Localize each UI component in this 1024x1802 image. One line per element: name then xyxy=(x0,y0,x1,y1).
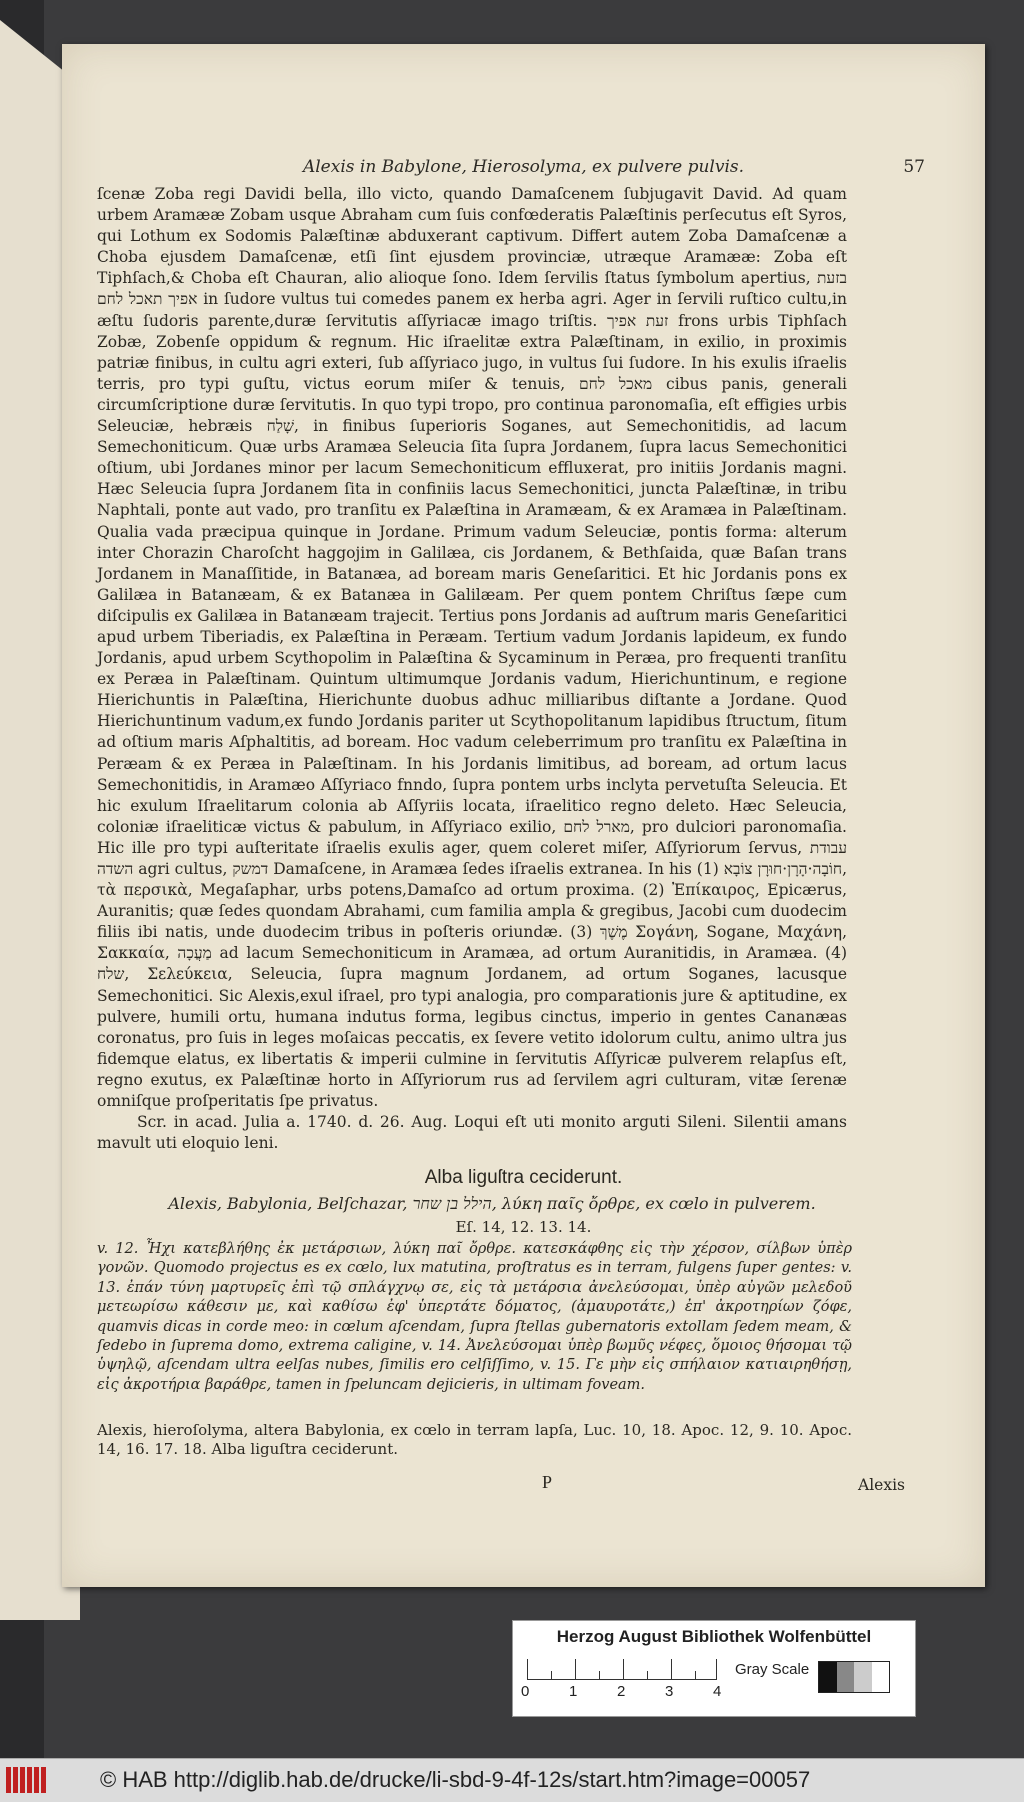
gray-swatch xyxy=(837,1662,855,1692)
gray-scale-label: Gray Scale xyxy=(735,1661,810,1678)
card-title: Herzog August Bibliothek Wolfenbüttel xyxy=(556,1627,872,1646)
ruler-label: 0 xyxy=(521,1683,530,1700)
signature-mark: P xyxy=(542,1472,553,1492)
page-number: 57 xyxy=(903,157,925,177)
ruler-label: 1 xyxy=(569,1683,578,1700)
ruler-label: 2 xyxy=(617,1683,626,1700)
closing-paragraph: Alexis, hieroſolyma, altera Babylonia, ex cœlo in terram lapſa, Luc. 10, 18. Apoc. 12, 9. 10. Apoc. 14, 16. 17. 18. Alba liguſtra ceciderunt. xyxy=(97,1421,852,1459)
scripture-citation: Eſ. 14, 12. 13. 14. xyxy=(455,1218,592,1236)
scale-ruler xyxy=(527,1659,717,1680)
catchword: Alexis xyxy=(858,1476,905,1494)
footer-bar xyxy=(0,1758,1024,1802)
verse-quotations: v. 12. Ἦχι κατεβλήθης ἐκ μετάρσιων, λύκη παῖ ὄρθρε. κατεσκάφθης εἰς τὴν χέρσον, σίλβων ὑπὲρ γονῶν. Quomodo projectus es ex cœlo, lux matutina, proſtratus es in terram, fulgens ſuper gentes: v. 13. ἐπάν τύνη μαρτυρεῖς ἐπὶ τῷ σπλάγχνῳ σε, εἰς τὰ μετάρσια ἀνελεύσομαι, ὑπὲρ αὐγῶν μελεδοῦ μετεωρίσω κάθεσιν με, καὶ καθίσω ἐφ' ὑπερτάτε δόματος, (ἀμαυροτάτε,) ἐπ' ἀκροτηρίων ζόφε, quamvis dicas in corde meo: in cœlum aſcendam, ſupra ſtellas gubernatoris extollam ſedem meam, & ſedebo in ſuprema domo, extrema caligine, v. 14. Ἀνελεύσομαι ὑπὲρ βωμῦς νέφες, ὅμοιος θήσομαι τῷ ὑψηλῷ, aſcendam ultra eelſas nubes, ſimilis ero celſiſſimo, v. 15. Γε μὴν εἰς σπήλαιον κατιαιρηθήσῃ, εἰς ἀκροτήρια βαράθρε, tamen in ſpeluncam dejicieris, in ultimam foveam. xyxy=(97,1241,852,1393)
hab-logo-icon xyxy=(6,1767,46,1793)
section-title: Alba liguſtra ceciderunt. xyxy=(424,1167,623,1188)
section-subtitle: Alexis, Babylonia, Belſchazar, הילל בן שחר, λύκη παῖς ὄρθρε, ex cœlo in pulverem. xyxy=(168,1194,816,1213)
main-text xyxy=(97,184,847,1154)
running-head: Alexis in Babylone, Hierosolyma, ex pulvere pulvis. xyxy=(302,157,745,177)
gray-swatch xyxy=(872,1662,890,1692)
ruler-label: 4 xyxy=(713,1683,722,1700)
ruler-label: 3 xyxy=(665,1683,674,1700)
gray-swatch xyxy=(819,1662,837,1692)
paragraph-subscription: Scr. in acad. Julia a. 1740. d. 26. Aug. Loqui eſt uti monito arguti Sileni. Silentii amans mavult uti eloquio leni. xyxy=(97,1113,847,1153)
color-calibration-card xyxy=(512,1620,916,1717)
book-page xyxy=(62,44,985,1587)
footer-copyright-link[interactable]: © HAB http://diglib.hab.de/drucke/li-sbd-9-4f-12s/start.htm?image=00057 xyxy=(100,1767,811,1792)
gray-scale-bar xyxy=(818,1661,890,1693)
gray-swatch xyxy=(854,1662,872,1692)
paragraph-main: ſcenæ Zoba regi Davidi bella, illo victo, quando Damaſcenem ſubjugavit David. Ad quam urbem Aramææ Zobam usque Abraham cum ſuis confœderatis Palæſtinis perſecutus eſt Syros, qui Lothum ex Sodomis Palæſtinæ abduxerant captivum. Differt autem Zoba Damaſcenæ a Choba ejusdem Damaſcenæ, etſi ſint ejusdem provinciæ, utræque Aramææ: Zoba eſt Tiphſach,& Choba eſt Chauran, alio alioque ſono. Idem ſervilis ſtatus ſymbolum apertius, בזעת אפיך תאכל לחם in ſudore vultus tui comedes panem ex herba agri. Ager in ſervili ruſtico cultu,in æſtu ſudoris parente,duræ ſervitutis aſſyriacæ imago triſtis. זעת אפיך frons urbis Tiphſach Zobæ, Zobenſe oppidum & regnum. Hic iſraelitæ extra Palæſtinam, in exilio, in proximis patriæ finibus, in cultu agri exteri, ſub aſſyriaco jugo, in vultus ſui ſudore. In his exulis iſraelis terris, pro typi guſtu, victus eorum miſer & tenuis, מאכל לחם cibus panis, generali circumſcriptione duræ ſervitutis. In quo typi tropo, pro continua paronomaſia, eſt effigies urbis Seleuciæ, hebræis שָׁלַח, in finibus ſuperioris Soganes, aut Semechonitidis, ad lacum Semechoniticum. Quæ urbs Aramæa Seleucia ſita ſupra Jordanem, ſupra lacus Semechonitici oſtium, ubi Jordanes minor per lacum Semechoniticum effluxerat, pro initiis Jordanis magni. Hæc Seleucia ſupra Jordanem ſita in confiniis lacus Semechonitici, juncta Palæſtinæ, in tribu Naphtali, ponte aut vado, pro tranſitu ex Palæſtina in Aramæam, & ex Aramæa in Palæſtinam. Qualia vada præcipua quinque in Jordane. Primum vadum Seleuciæ, pontis forma: alterum inter Chorazin Charoſcht haggojim in Galilæa, cis Jordanem, & Bethſaida, quæ Baſan trans Jordanem in Manaſſitide, in Batanæa, ad boream maris Geneſaritici. Et hic Jordanis pons ex Galilæa in Batanæam, & ex Batanæa in Galilæam. Per quem pontem Chriſtus ſæpe cum diſcipulis ex Galilæa in Batanæam trajecit. Tertius pons Jordanis ad auſtrum maris Geneſaritici apud urbem Tiberiadis, ex Palæſtina in Peræam. Tertium vadum Jordanis lapideum, ex fundo Jordanis, apud urbem Scythopolim in Palæſtina & Sycaminum in Peræa, pro frequenti tranſitu ex Peræa in Palæſtinam. Quintum ultimumque Jordanis vadum, Hierichuntinum, e regione Hierichuntis in Palæſtina, Hierichunte duobus adhuc milliaribus diſtante a Jordane. Quod Hierichuntinum vadum,ex fundo Jordanis pariter ut Scythopolitanum lapidibus ſtructum, ſitum ad oſtium maris Aſphaltitis, ad boream. Hoc vadum celeberrimum pro tranſitu ex Palæſtina in Peræam & ex Peræa in Palæſtinam. In his Jordanis limitibus, ad boream, ad ortum lacus Semechonitidis, in Aramæo Aſſyriaco fnndo, ſupra pontem urbs inclyta pervetuſta Seleucia. Et hic exulum Iſraelitarum colonia ab Aſſyriis locata, iſraelitico regno deleto. Hæc Seleucia, coloniæ iſraeliticæ victus & pabulum, in Aſſyriaco exilio, מארל לחם, pro dulciori paronomaſia. Hic ille pro typi auſteritate iſraelis exulis ager, quem coleret miſer, Aſſyriorum ſervus, עבודת השדה agri cultus, דמשק Damaſcene, in Aramæa ſedes iſraelis extranea. In his (1) חוֹבָה·הָרָן·חוּרָן צוֹבָא, τὰ περσικὰ, Megaſaphar, urbs potens,Damaſco ad ortum proxima. (2) Ἐπίκαιρος, Epicærus, Auranitis; quæ ſedes quondam Abrahami, cum familia ampla & gregibus, Jacobi cum duodecim filiis ibi natis, unde duodecim tribus in poſteris oriundæ. (3) מֶשֶׁךְ Σογάνη, Sogane, Μαχάνη, Σακκαία, מַעֲכָה ad lacum Semechoniticum in Aramæa, ad ortum Auranitidis, in Aramæa. (4) שלח, Σελεύκεια, Seleucia, ſupra magnum Jordanem, ad ortum Soganes, lacusque Semechonitici. Sic Alexis,exul iſrael, pro typi analogia, pro comparationis jure & aptitudine, ex pulvere, humili ortu, humana indutus forma, legibus cinctus, imperio in gentes Cananæas coronatus, pro ſuis in leges moſaicas peccatis, ex ſevere vetito idolorum cultu, animo ultra jus fidemque elatus, ex libertatis & imperii culmine in ſervitutis Aſſyricæ pulverem relapſus eſt, regno exutus, ex Palæſtinæ horto in Aſſyriorum rus ad ſervilem agri culturam, vitæ ſerenæ omniſque proſperitatis ſpe privatus. xyxy=(97,185,848,1111)
